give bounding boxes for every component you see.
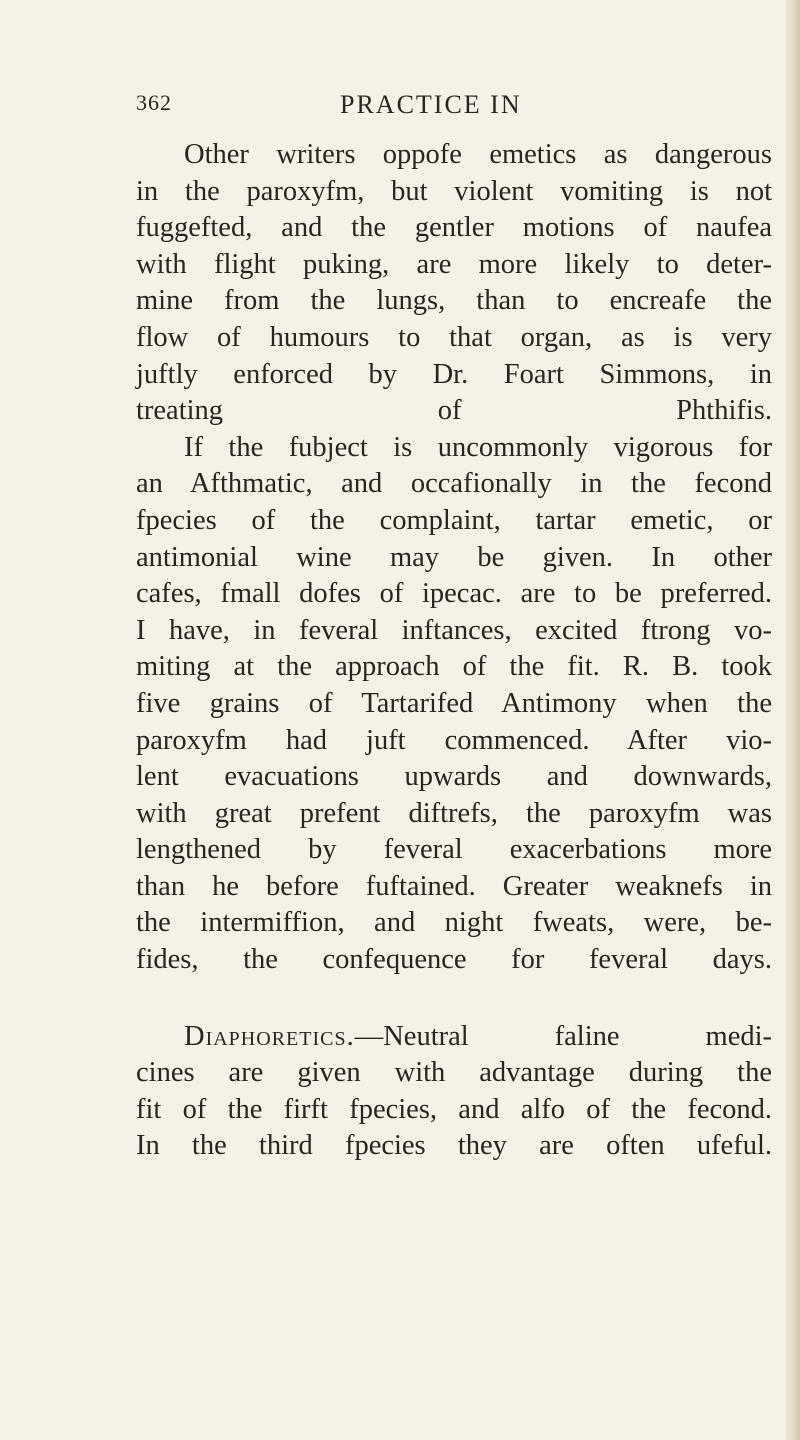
text-line: than he before fuftained. Greater weaknefs in (136, 870, 772, 902)
text-line: lengthened by feveral exacerbations more (136, 834, 772, 866)
running-head: PRACTICE IN (340, 90, 522, 119)
text-fragment: —Neutral faline medi- (354, 1020, 772, 1052)
text-line: with great prefent diftrefs, the paroxyfm was (136, 797, 772, 829)
section-heading: Diaphoretics. (184, 1020, 355, 1052)
paragraph-2 (136, 430, 772, 979)
text-line: flow of humours to that organ, as is very (136, 321, 772, 353)
text-line: lent evacuations upwards and downwards, (136, 761, 772, 793)
text-line: an Afthmatic, and occafionally in the fecond (136, 468, 772, 500)
text-line: treating of Phthifis. (136, 395, 772, 427)
page-header (136, 90, 736, 126)
text-line: fuggefted, and the gentler motions of naufea (136, 212, 772, 244)
text-line: cines are given with advantage during the (136, 1057, 772, 1089)
text-line: cafes, fmall dofes of ipecac. are to be preferred. (136, 578, 772, 610)
text-line: I have, in feveral inftances, excited ftrong vo- (136, 614, 772, 646)
text-line: fit of the firft fpecies, and alfo of the fecond. (136, 1093, 772, 1125)
text-line: If the fubject is uncommonly vigorous for (184, 431, 772, 463)
text-line: paroxyfm had juft commenced. After vio- (136, 724, 772, 756)
text-line: miting at the approach of the fit. R. B. took (136, 651, 772, 683)
page-edge (786, 0, 800, 1440)
body-text (136, 137, 772, 1165)
text-line (136, 1019, 772, 1056)
text-line: In the third fpecies they are often ufeful. (136, 1130, 772, 1162)
paragraph-1 (136, 137, 772, 430)
text-line: juftly enforced by Dr. Foart Simmons, in (136, 358, 772, 390)
text-line: fpecies of the complaint, tartar emetic, or (136, 504, 772, 536)
text-line: mine from the lungs, than to encreafe the (136, 285, 772, 317)
text-line: with flight puking, are more likely to deter- (136, 248, 772, 280)
section-gap (136, 979, 772, 1019)
text-line: five grains of Tartarifed Antimony when the (136, 687, 772, 719)
paragraph-3 (136, 1019, 772, 1165)
page-number: 362 (136, 90, 172, 115)
text-line: fides, the confequence for feveral days. (136, 944, 772, 976)
text-line: in the paroxyfm, but violent vomiting is not (136, 175, 772, 207)
text-line: Other writers oppofe emetics as dangerous (184, 139, 772, 170)
text-line: the intermiffion, and night fweats, were, be- (136, 907, 772, 939)
text-line: antimonial wine may be given. In other (136, 541, 772, 573)
